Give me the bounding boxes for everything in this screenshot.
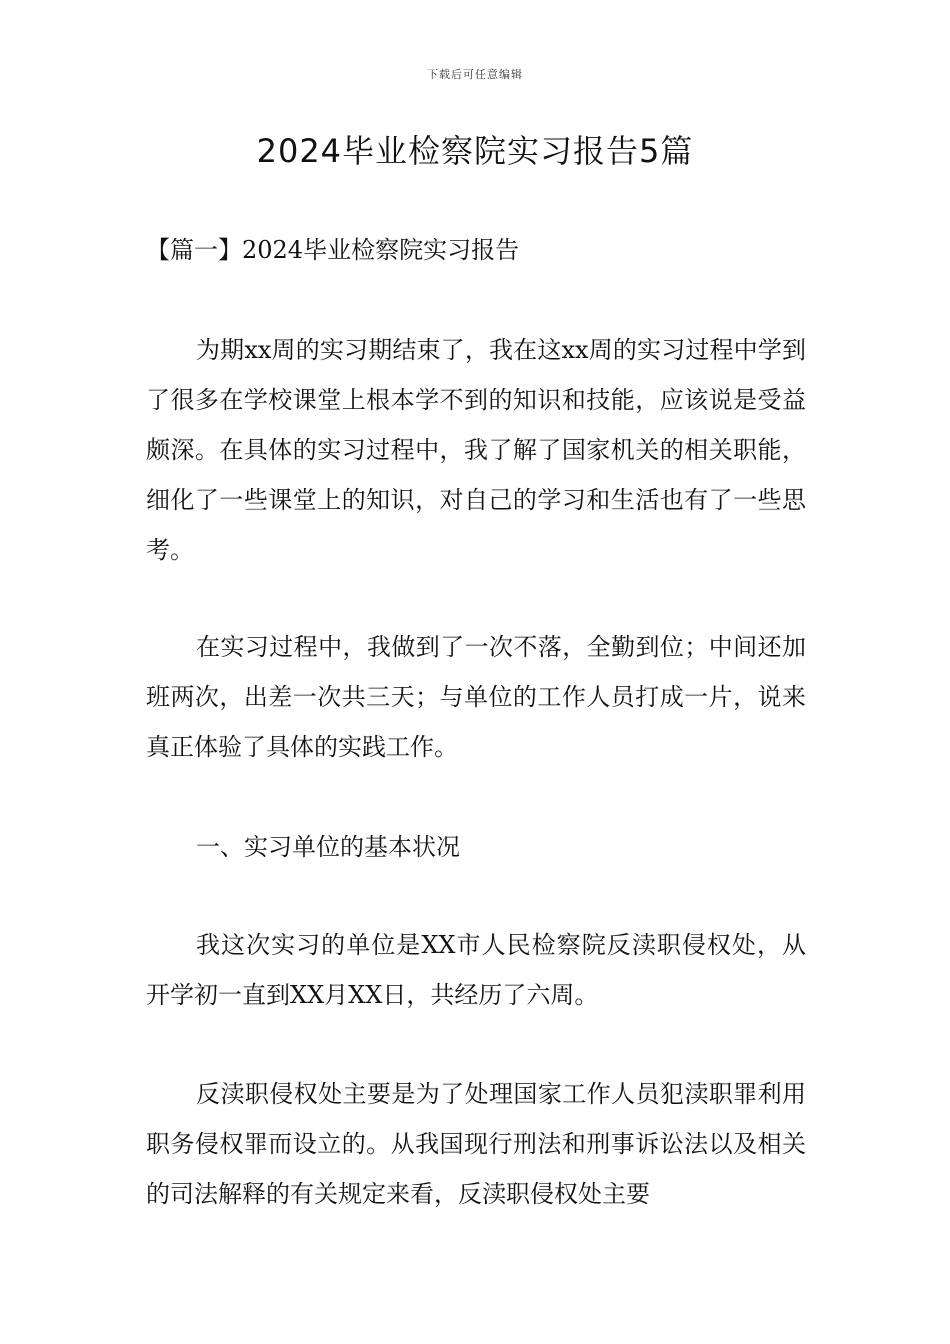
paragraph-3: 我这次实习的单位是XX市人民检察院反渎职侵权处，从开学初一直到XX月XX日，共经历了六周。	[146, 931, 806, 1009]
paragraph-4: 反渎职侵权处主要是为了处理国家工作人员犯渎职罪利用职务侵权罪而设立的。从我国现行刑法和刑事诉讼法以及相关的司法解释的有关规定来看，反渎职侵权处主要	[146, 1080, 806, 1208]
section-heading: 【篇一】2024毕业检察院实习报告	[146, 236, 520, 264]
paragraph-1: 为期xx周的实习期结束了，我在这xx周的实习过程中学到了很多在学校课堂上根本学不到的知识和技能，应该说是受益颇深。在具体的实习过程中，我了解了国家机关的相关职能，细化了一些课堂上的知识，对自己的学习和生活也有了一些思考。	[146, 336, 806, 564]
paragraph-2: 在实习过程中，我做到了一次不落，全勤到位；中间还加班两次，出差一次共三天；与单位的工作人员打成一片，说来真正体验了具体的实践工作。	[146, 633, 806, 761]
header-note: 下载后可任意编辑	[427, 68, 523, 81]
document-title: 2024毕业检察院实习报告5篇	[256, 132, 694, 170]
subheading-basic-situation: 一、实习单位的基本状况	[196, 833, 460, 861]
